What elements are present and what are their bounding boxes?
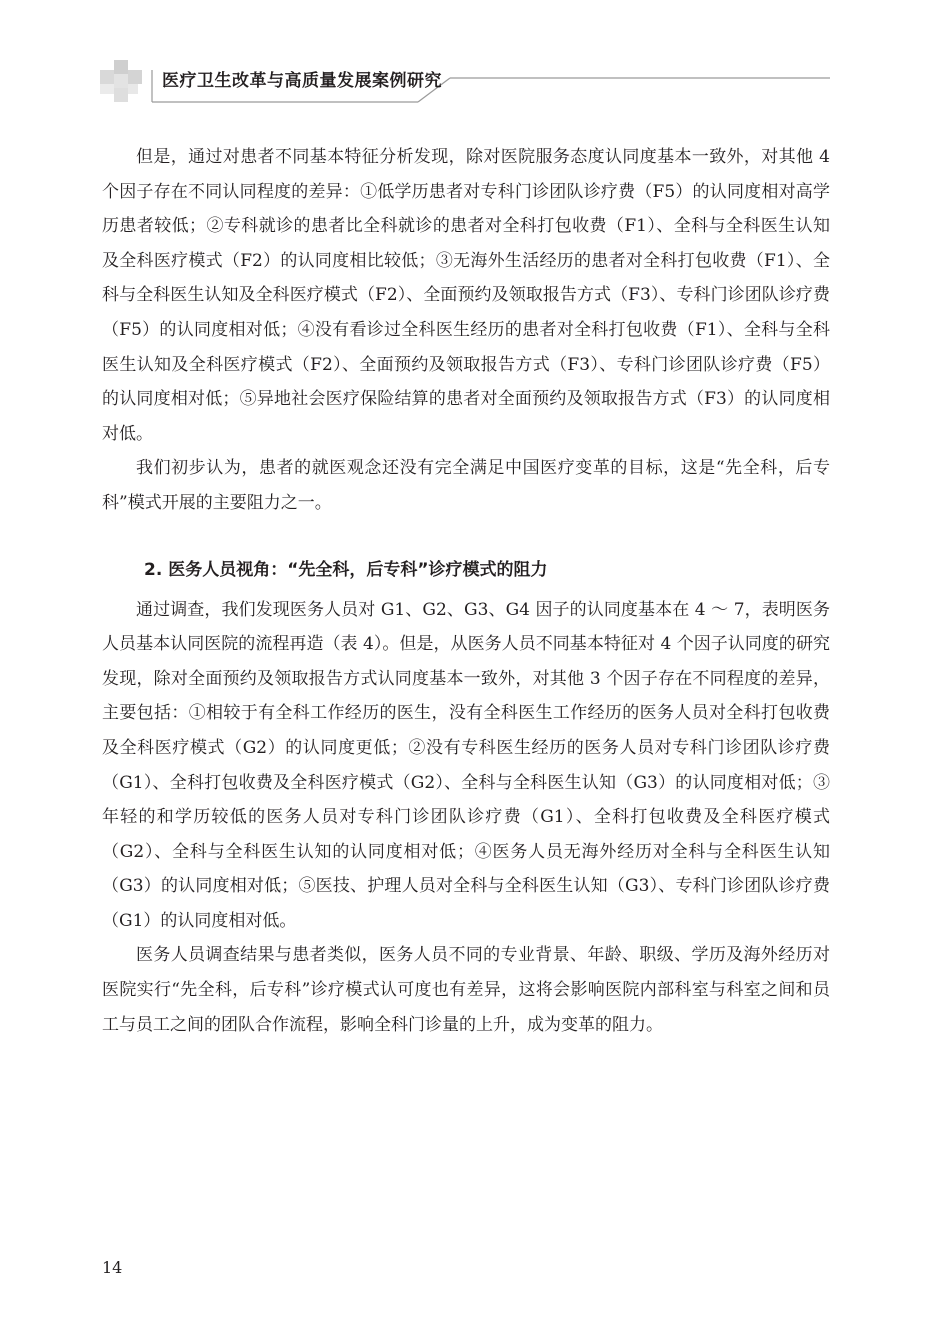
body-paragraph: 通过调查，我们发现医务人员对 G1、G2、G3、G4 因子的认同度基本在 4 ～ 7，表明医务人员基本认同医院的流程再造（表 4）。但是，从医务人员不同基本特征对 4 个因子认同度的研究发现，除对全面预约及领取报告方式认同度基本一致外，对其他 3 个因子存在不同程度的差异，主要包括：①相较于有全科工作经历的医生，没有全科医生工作经历的医务人员对全科打包收费及全科医疗模式（G2）的认同度更低；②没有专科医生经历的医务人员对专科门诊团队诊疗费（G1）、全科打包收费及全科医疗模式（G2）、全科与全科医生认知（G3）的认同度相对低；③年轻的和学历较低的医务人员对专科门诊团队诊疗费（G1）、全科打包收费及全科医疗模式（G2）、全科与全科医生认知的认同度相对低；④医务人员无海外经历对全科与全科医生认知（G3）的认同度相对低；⑤医技、护理人员对全科与全科医生认知（G3）、专科门诊团队诊疗费（G1）的认同度相对低。 [102, 599, 830, 931]
running-title: 医疗卫生改革与高质量发展案例研究 [162, 71, 442, 91]
page-number: 14 [102, 1258, 123, 1277]
section-heading: 2. 医务人员视角：“先全科，后专科”诊疗模式的阻力 [144, 559, 548, 580]
running-header [0, 0, 950, 110]
body-paragraph: 我们初步认为，患者的就医观念还没有完全满足中国医疗变革的目标，这是“先全科，后专科”模式开展的主要阻力之一。 [102, 458, 830, 513]
body-paragraph: 但是，通过对患者不同基本特征分析发现，除对医院服务态度认同度基本一致外，对其他 4 个因子存在不同认同程度的差异：①低学历患者对专科门诊团队诊疗费（F5）的认同度相对高学历患者较低；②专科就诊的患者比全科就诊的患者对全科打包收费（F1）、全科与全科医生认知及全科医疗模式（F2）的认同度相比较低；③无海外生活经历的患者对全科打包收费（F1）、全科与全科医生认知及全科医疗模式（F2）、全面预约及领取报告方式（F3）、专科门诊团队诊疗费（F5）的认同度相对低；④没有看诊过全科医生经历的患者对全科打包收费（F1）、全科与全科医生认知及全科医疗模式（F2）、全面预约及领取报告方式（F3）、专科门诊团队诊疗费（F5）的认同度相对低；⑤异地社会医疗保险结算的患者对全面预约及领取报告方式（F3）的认同度相对低。 [102, 147, 830, 444]
page-body [102, 140, 830, 1042]
body-paragraph: 医务人员调查结果与患者类似，医务人员不同的专业背景、年龄、职级、学历及海外经历对医院实行“先全科，后专科”诊疗模式认可度也有差异，这将会影响医院内部科室与科室之间和员工与员工之间的团队合作流程，影响全科门诊量的上升，成为变革的阻力。 [102, 945, 830, 1035]
